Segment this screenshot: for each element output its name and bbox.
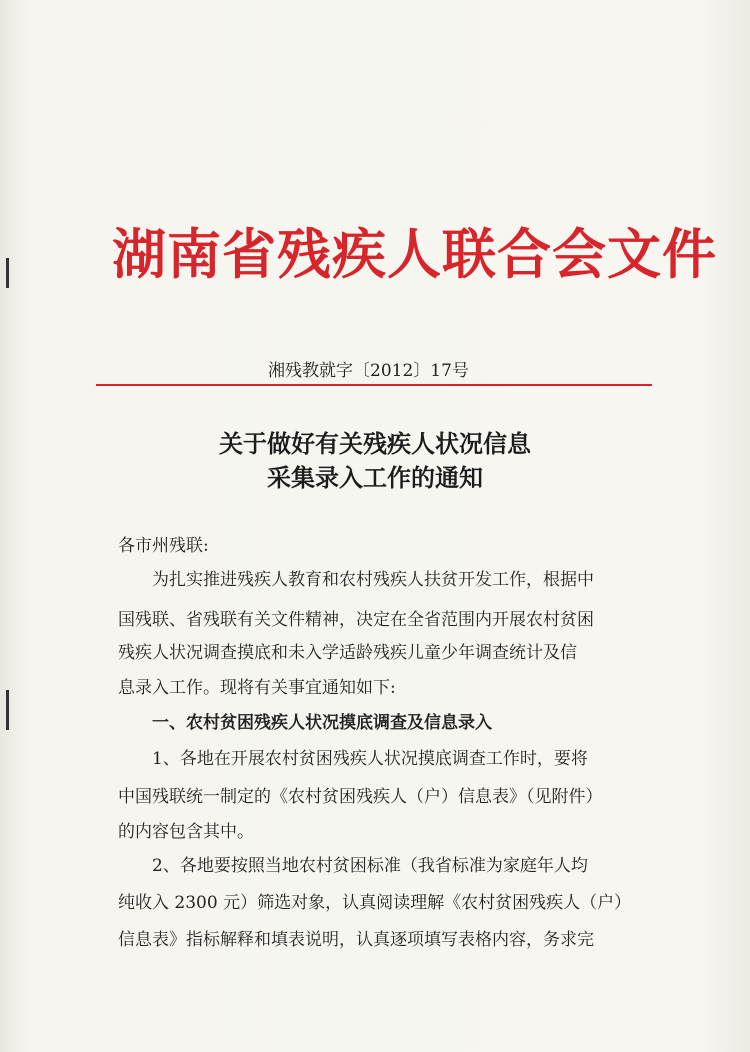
para1-line: 为扎实推进残疾人教育和农村残疾人扶贫开发工作，根据中 (152, 570, 594, 590)
item1-line: 中国残联统一制定的《农村贫困残疾人（户）信息表》（见附件） (118, 787, 603, 807)
binding-mark (6, 258, 9, 288)
item1-line: 的内容包含其中。 (118, 822, 254, 842)
para1-line: 残疾人状况调查摸底和未入学适龄残疾儿童少年调查统计及信 (118, 643, 577, 663)
item2-line: 信息表》指标解释和填表说明，认真逐项填写表格内容，务求完 (118, 930, 594, 950)
item1-line: 1、各地在开展农村贫困残疾人状况摸底调查工作时，要将 (152, 749, 588, 769)
salutation: 各市州残联: (118, 536, 209, 556)
org-header-title: 湖南省残疾人联合会文件 (112, 222, 717, 286)
red-divider (96, 384, 652, 386)
para1-line: 息录入工作。现将有关事宜通知如下: (118, 678, 396, 698)
binding-mark (6, 690, 9, 730)
para1-line: 国残联、省残联有关文件精神，决定在全省范围内开展农村贫困 (118, 610, 594, 630)
document-number: 湘残教就字〔2012〕17号 (268, 361, 469, 381)
notice-title-line2: 采集录入工作的通知 (267, 463, 483, 492)
item2-line: 2、各地要按照当地农村贫困标准（我省标准为家庭年人均 (152, 856, 588, 876)
section1-heading: 一、农村贫困残疾人状况摸底调查及信息录入 (152, 713, 492, 733)
item2-line: 纯收入 2300 元）筛选对象，认真阅读理解《农村贫困残疾人（户） (118, 893, 632, 913)
notice-title-line1: 关于做好有关残疾人状况信息 (219, 429, 531, 458)
